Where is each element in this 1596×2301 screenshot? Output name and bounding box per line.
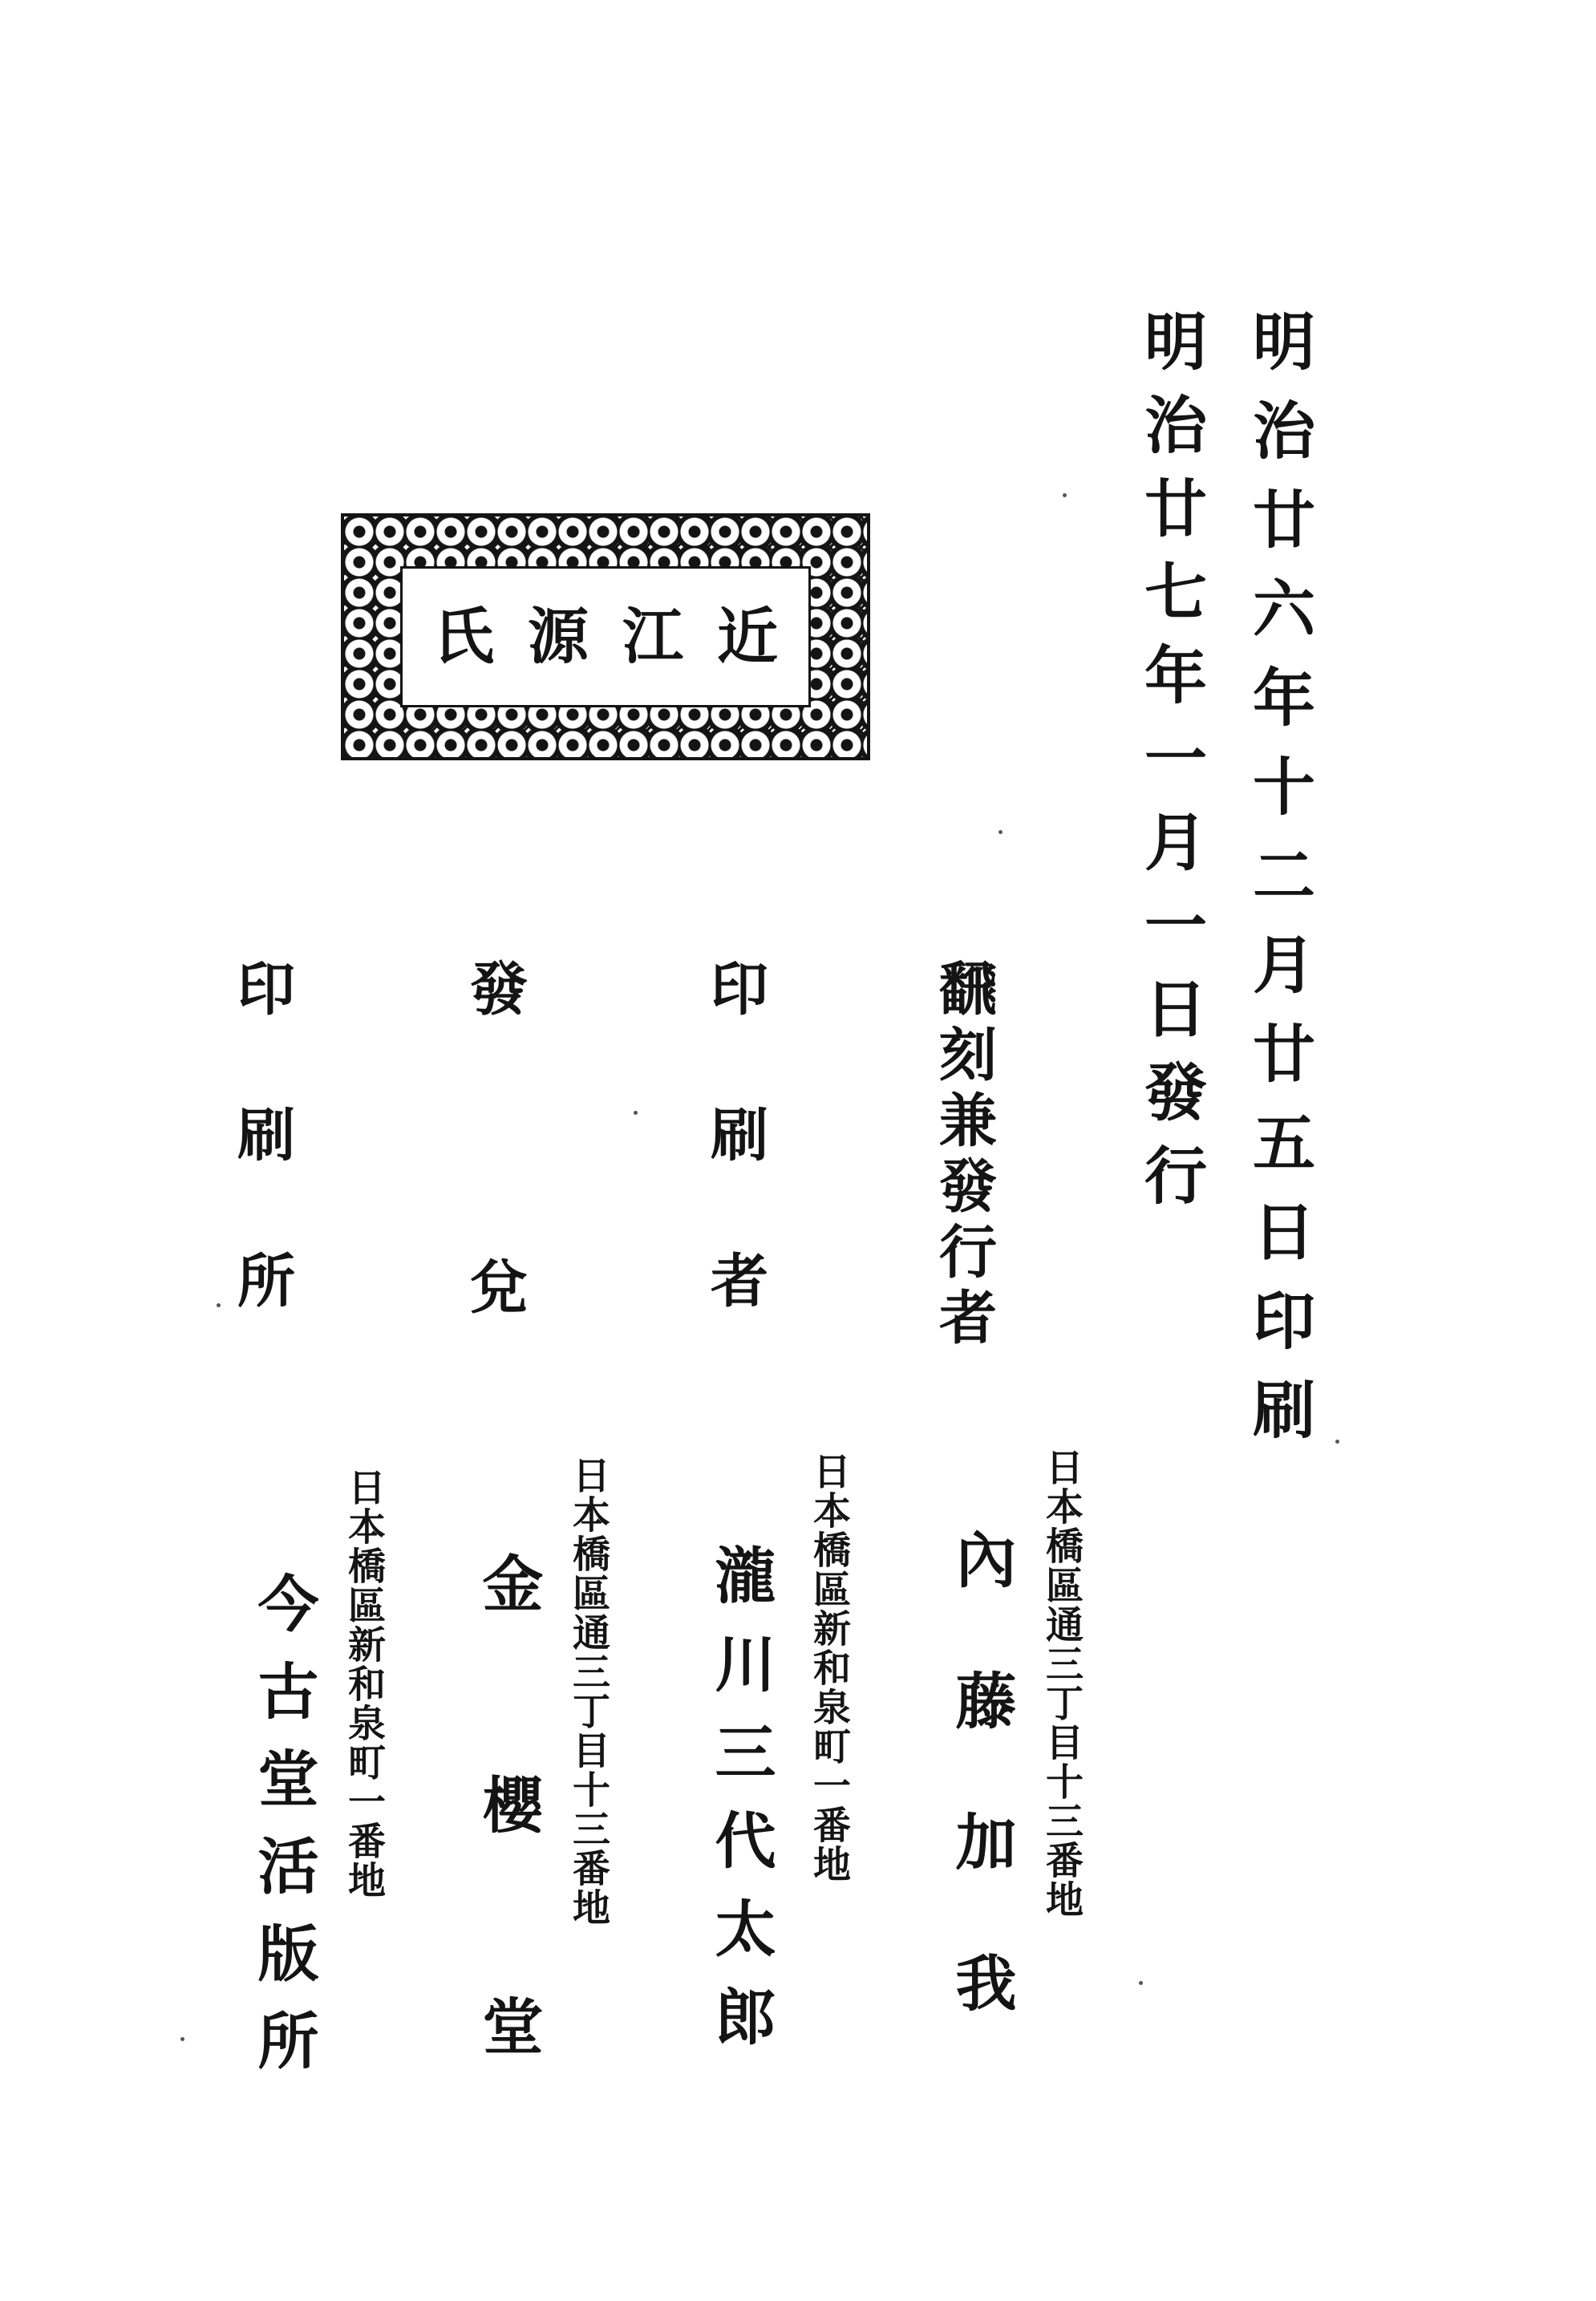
print-shop-address: 日本橋區新和泉町一番地: [342, 1468, 386, 1900]
speck: [180, 2037, 184, 2041]
publisher-address: 日本橋區通三丁目十三番地: [1039, 1448, 1084, 1919]
publisher-name: 內藤加我: [946, 1528, 1017, 2092]
distributor-label: 發兌: [460, 958, 529, 1555]
publish-date: 明治廿七年一月一日發行: [1134, 309, 1207, 1226]
print-date: 明治廿六年十二月廿五日印刷: [1242, 309, 1315, 1466]
print-shop-name: 今古堂活版所: [248, 1572, 319, 2096]
print-shop-label: 印刷所: [228, 958, 296, 1396]
title-frame: [341, 513, 870, 760]
speck: [217, 1303, 221, 1307]
publisher-label: 飜刻兼發行者: [930, 958, 998, 1353]
distributor-name: 金櫻堂: [472, 1552, 544, 2216]
speck: [634, 1111, 638, 1115]
speck: [1139, 1981, 1143, 1985]
title-box: [400, 566, 811, 707]
distributor-address: 日本橋區通三丁目十三番地: [566, 1456, 610, 1927]
speck: [1335, 1440, 1339, 1444]
printer-label: 印刷者: [701, 958, 769, 1396]
book-title: 近江源氏: [433, 601, 812, 672]
printer-name: 瀧川三代太郎: [705, 1544, 776, 2073]
speck: [1063, 493, 1067, 497]
speck: [999, 830, 1003, 834]
printer-address: 日本橋區新和泉町一番地: [807, 1452, 851, 1884]
